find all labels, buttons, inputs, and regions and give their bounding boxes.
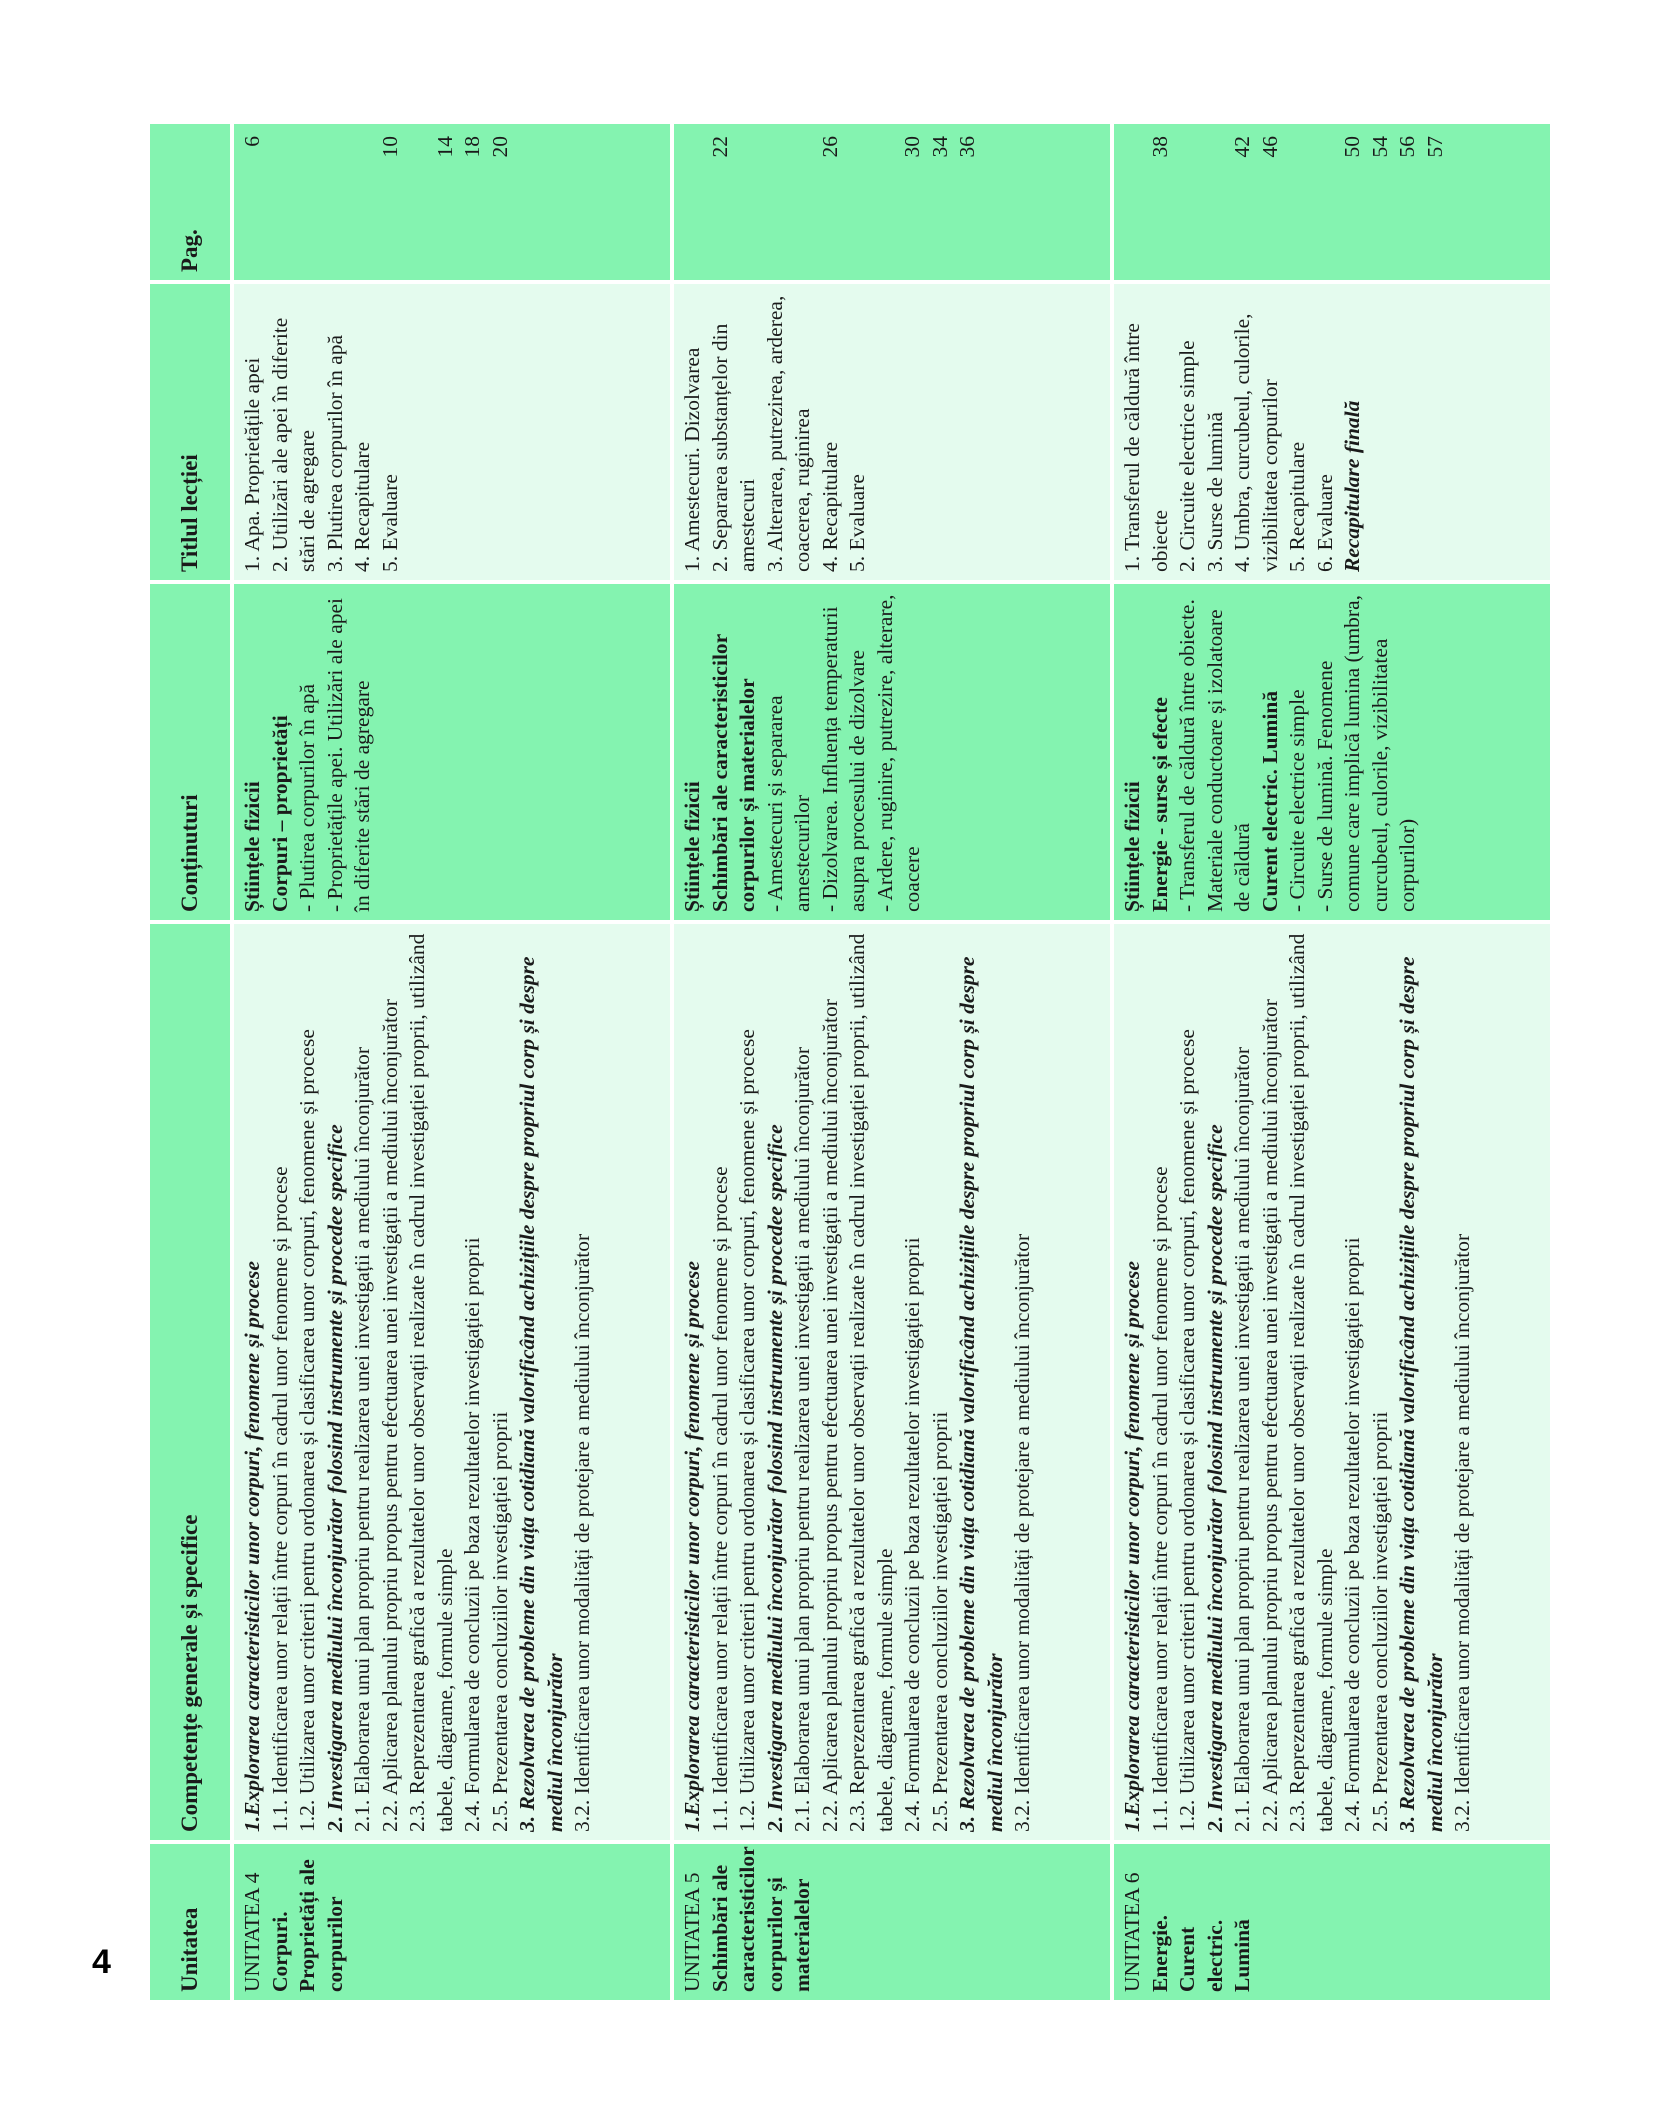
- competence-item: 2.2. Aplicarea planului propriu propus pentru efectuarea unei investigații a mediului înconjurător: [377, 999, 402, 1832]
- competence-item: 2.1. Elaborarea unui plan propriu pentru realizarea unei investigații a mediului înconjurător: [350, 1046, 375, 1832]
- competence-item: 1.2. Utilizarea unor criterii pentru ordonarea și clasificarea unor corpuri, fenomene și procese: [1175, 1029, 1200, 1832]
- lesson-item: 2. Utilizări ale apei în diferite stări de agregare: [267, 317, 320, 572]
- competence-item: 2.1. Elaborarea unui plan propriu pentru realizarea unei investigații a mediului înconjurător: [1230, 1046, 1255, 1832]
- unit-cell: [232, 1842, 672, 2002]
- lesson-item: 2. Circuite electrice simple: [1175, 340, 1200, 572]
- lesson-item: 5. Recapitulare: [1285, 441, 1310, 572]
- page-ref: [844, 132, 872, 272]
- competence-item: 2.4. Formularea de concluzii pe baza rezultatelor investigației proprii: [460, 1237, 485, 1832]
- competence-item: 2.5. Prezentarea concluziilor investigației proprii: [927, 1411, 952, 1832]
- page-ref: 38: [1147, 136, 1172, 158]
- page-ref: [1312, 132, 1340, 272]
- competence-item: 2.4. Formularea de concluzii pe baza rezultatelor investigației proprii: [1340, 1237, 1365, 1832]
- competence-item: 3.2. Identificarea unor modalități de protejare a mediului înconjurător: [1010, 1233, 1035, 1832]
- competence-item: 2.4. Formularea de concluzii pe baza rezultatelor investigației proprii: [900, 1237, 925, 1832]
- page-ref: 46: [1257, 136, 1282, 158]
- page-ref: [734, 132, 762, 272]
- page-ref: [267, 132, 295, 272]
- competence-item: 2. Investigarea mediului înconjurător folosind instrumente și procedee specifice: [762, 1124, 787, 1832]
- page-ref: [1174, 132, 1202, 272]
- competence-item: 1.Explorarea caracteristicilor unor corpuri, fenomene și procese: [240, 1261, 264, 1832]
- page-ref: 10: [377, 136, 402, 158]
- page-ref: [322, 132, 350, 272]
- content-item: - Proprietățile apei. Utilizări ale apei în diferite stări de agregare: [322, 598, 375, 912]
- competence-item: 2. Investigarea mediului înconjurător folosind instrumente și procedee specifice: [1202, 1124, 1227, 1832]
- header-contents: Conținuturi: [148, 582, 232, 922]
- competence-item: 1.1. Identificarea unor relații între corpuri în cadrul unor fenomene și procese: [707, 1166, 732, 1832]
- content-item: - Transferul de căldură între obiecte. Materiale conductoare și izolatoare de căldură: [1175, 599, 1255, 912]
- lesson-item: 3. Surse de lumină: [1202, 411, 1227, 572]
- page-ref: 54: [1367, 136, 1392, 158]
- competences-cell: [672, 922, 1112, 1842]
- header-page: Pag.: [148, 122, 232, 282]
- content-item: - Surse de lumină. Fenomene comune care implică lumina (umbra, curcubeul, culorile, vizibilitatea corpurilor): [1312, 595, 1420, 912]
- competence-item: 2.3. Reprezentarea grafică a rezultatelor unor observații realizate în cadrul investigației proprii, utilizând tabele, diagrame, formule simple: [845, 933, 897, 1832]
- contents-cell: [232, 582, 672, 922]
- competence-item: 2.5. Prezentarea concluziilor investigației proprii: [487, 1411, 512, 1832]
- unit-name: Energie. Curent electric. Lumină: [1147, 1914, 1255, 1992]
- lesson-item: 4. Recapitulare: [817, 441, 842, 572]
- content-item: - Ardere, ruginire, putrezire, alterare, coacere: [872, 594, 925, 912]
- lesson-item: 4. Umbra, curcubeul, culorile, vizibilitatea corpurilor: [1230, 313, 1282, 572]
- lesson-item: 6. Evaluare: [1312, 474, 1337, 572]
- table-header-row: [148, 122, 232, 2002]
- page-ref: 26: [817, 136, 842, 158]
- content-item: - Dizolvarea. Influența temperaturii asupra procesului de dizolvare: [817, 606, 870, 912]
- header-competences: Competențe generale și specifice: [148, 922, 232, 1842]
- page-ref: [762, 132, 790, 272]
- competence-item: 2.2. Aplicarea planului propriu propus pentru efectuarea unei investigații a mediului înconjurător: [817, 999, 842, 1832]
- pages-cell: [1112, 122, 1552, 282]
- unit-cell: [672, 1842, 1112, 2002]
- competences-cell: [232, 922, 672, 1842]
- competence-item: 2.2. Aplicarea planului propriu propus pentru efectuarea unei investigații a mediului înconjurător: [1257, 999, 1282, 1832]
- unit-cell: [1112, 1842, 1552, 2002]
- competence-item: 3. Rezolvarea de probleme din viața cotidiană valorificând achizițiile despre propriul corp și despre mediul înconjurător: [955, 956, 1007, 1832]
- competence-item: 3.2. Identificarea unor modalități de protejare a mediului înconjurător: [1450, 1233, 1475, 1832]
- page-ref: [872, 132, 900, 272]
- competence-item: 2.5. Prezentarea concluziilor investigației proprii: [1367, 1411, 1392, 1832]
- content-item: Științele fizicii: [240, 781, 264, 912]
- content-item: Corpuri – proprietăți: [267, 715, 292, 912]
- page-ref: 50: [1340, 136, 1365, 158]
- competences-cell: [1112, 922, 1552, 1842]
- header-unit: Unitatea: [148, 1842, 232, 2002]
- content-item: Energie - surse și efecte: [1147, 697, 1172, 912]
- lesson-item: 1. Apa. Proprietățile apei: [240, 357, 264, 572]
- competence-item: 2.3. Reprezentarea grafică a rezultatelor unor observații realizate în cadrul investigației proprii, utilizând tabele, diagrame, formule simple: [405, 933, 457, 1832]
- content-item: Schimbări ale caracteristicilor corpurilor și materialelor: [707, 634, 760, 912]
- lesson-item: 1. Amestecuri. Dizolvarea: [680, 347, 704, 572]
- unit-name: Corpuri. Proprietăți ale corpurilor: [267, 1859, 347, 1992]
- pages-cell: [672, 122, 1112, 282]
- pages-cell: [232, 122, 672, 282]
- page-ref: [679, 132, 707, 272]
- lesson-item: 4. Recapitulare: [350, 441, 375, 572]
- competence-item: 1.Explorarea caracteristicilor unor corpuri, fenomene și procese: [680, 1261, 704, 1832]
- page-ref: 42: [1230, 136, 1255, 158]
- competence-item: 3. Rezolvarea de probleme din viața cotidiană valorificând achizițiile despre propriul corp și despre mediul înconjurător: [515, 956, 567, 1832]
- page-ref: [294, 132, 322, 272]
- contents-cell: [1112, 582, 1552, 922]
- unit-label: UNITATEA 4: [240, 1872, 264, 1992]
- page-ref: 22: [707, 136, 732, 158]
- syllabus-table: [146, 120, 1554, 2004]
- page-ref: 6: [240, 136, 264, 147]
- unit-label: UNITATEA 6: [1120, 1872, 1144, 1992]
- lessons-cell: [1112, 282, 1552, 582]
- page-ref: 14: [432, 136, 457, 158]
- content-item: Științele fizicii: [680, 781, 704, 912]
- content-item: - Plutirea corpurilor în apă: [295, 683, 320, 912]
- content-item: Curent electric. Lumină: [1257, 690, 1282, 912]
- unit-name: Schimbări ale caracteristicilor corpurilor și materialelor: [707, 1846, 815, 1992]
- page-ref: 56: [1395, 136, 1420, 158]
- page-ref: 36: [955, 136, 980, 158]
- competence-item: 1.2. Utilizarea unor criterii pentru ordonarea și clasificarea unor corpuri, fenomene și procese: [295, 1029, 320, 1832]
- page-ref: 30: [900, 136, 925, 158]
- lesson-item: 3. Alterarea, putrezirea, arderea, coacerea, ruginirea: [762, 295, 815, 572]
- page-ref: [789, 132, 817, 272]
- lesson-item: 5. Evaluare: [377, 474, 402, 572]
- competence-item: 2.3. Reprezentarea grafică a rezultatelor unor observații realizate în cadrul investigației proprii, utilizând tabele, diagrame, formule simple: [1285, 933, 1337, 1832]
- page-ref: [1284, 132, 1312, 272]
- competence-item: 3.2. Identificarea unor modalități de protejare a mediului înconjurător: [570, 1233, 595, 1832]
- unit-row: [232, 122, 672, 2002]
- lesson-item: 2. Separarea substanțelor din amestecuri: [707, 323, 760, 572]
- page-ref: 20: [487, 136, 512, 158]
- lesson-item: 5. Evaluare: [845, 474, 870, 572]
- competence-item: 1.1. Identificarea unor relații între corpuri în cadrul unor fenomene și procese: [267, 1166, 292, 1832]
- content-item: - Circuite electrice simple: [1285, 689, 1310, 912]
- page-ref: [1119, 132, 1147, 272]
- content-item: Științele fizicii: [1120, 781, 1144, 912]
- contents-cell: [672, 582, 1112, 922]
- competence-item: 1.Explorarea caracteristicilor unor corpuri, fenomene și procese: [1120, 1261, 1144, 1832]
- competence-item: 3. Rezolvarea de probleme din viața cotidiană valorificând achizițiile despre propriul corp și despre mediul înconjurător: [1395, 956, 1447, 1832]
- competence-item: 1.1. Identificarea unor relații între corpuri în cadrul unor fenomene și procese: [1147, 1166, 1172, 1832]
- competence-item: 2. Investigarea mediului înconjurător folosind instrumente și procedee specifice: [322, 1124, 347, 1832]
- competence-item: 2.1. Elaborarea unui plan propriu pentru realizarea unei investigații a mediului înconjurător: [790, 1046, 815, 1832]
- lesson-item: 1. Transferul de căldură între obiecte: [1120, 323, 1172, 572]
- page-ref: 34: [927, 136, 952, 158]
- unit-row: [1112, 122, 1552, 2002]
- unit-label: UNITATEA 5: [680, 1872, 704, 1992]
- rotated-table-frame: [146, 124, 1554, 2004]
- lessons-cell: [232, 282, 672, 582]
- page-ref: [404, 132, 432, 272]
- content-item: - Amestecuri și separarea amestecurilor: [762, 695, 815, 912]
- page-ref: [349, 132, 377, 272]
- page-ref: 18: [460, 136, 485, 158]
- lesson-item: Recapitulare finală: [1340, 400, 1365, 572]
- page-number: 4: [92, 1943, 111, 1981]
- unit-row: [672, 122, 1112, 2002]
- lesson-item: 3. Plutirea corpurilor în apă: [322, 334, 347, 572]
- competence-item: 1.2. Utilizarea unor criterii pentru ordonarea și clasificarea unor corpuri, fenomene și procese: [735, 1029, 760, 1832]
- header-lesson-title: Titlul lecției: [148, 282, 232, 582]
- page-ref: [1202, 132, 1230, 272]
- page-ref: 57: [1422, 136, 1447, 158]
- lessons-cell: [672, 282, 1112, 582]
